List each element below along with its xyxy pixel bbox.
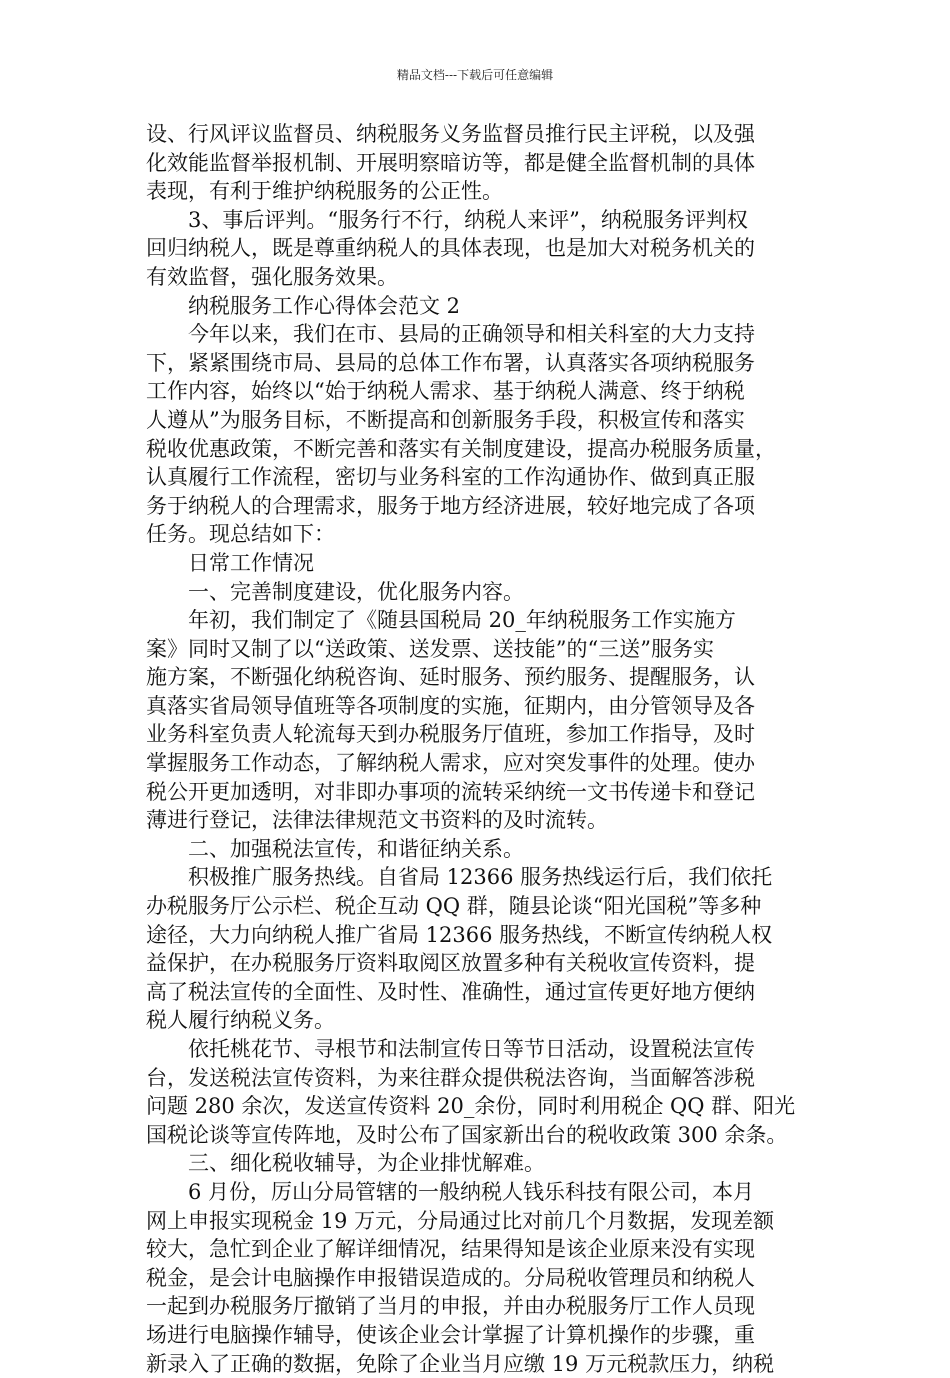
text-line: 薄进行登记，法律法律规范文书资料的及时流转。 <box>146 808 608 833</box>
text-line: 业务科室负责人轮流每天到办税服务厅值班，参加工作指导，及时 <box>146 722 755 747</box>
text-line: 网上申报实现税金 19 万元，分局通过比对前几个月数据，发现差额 <box>146 1208 775 1233</box>
text-line: 任务。现总结如下： <box>146 522 335 547</box>
text-line: 三、细化税收辅导，为企业排忧解难。 <box>188 1151 545 1176</box>
text-line: 认真履行工作流程，密切与业务科室的工作沟通协作、做到真正服 <box>146 465 755 490</box>
text-line: 日常工作情况 <box>188 550 314 575</box>
text-line: 较大，急忙到企业了解详细情况，结果得知是该企业原来没有实现 <box>146 1237 755 1262</box>
text-line: 3、事后评判。“服务行不行，纳税人来评”，纳税服务评判权 <box>188 207 748 232</box>
text-line: 工作内容，始终以“始于纳税人需求、基于纳税人满意、终于纳税 <box>146 379 745 404</box>
text-line: 下，紧紧围绕市局、县局的总体工作布署，认真落实各项纳税服务 <box>146 350 755 375</box>
text-line: 途径，大力向纳税人推广省局 12366 服务热线，不断宣传纳税人权 <box>146 922 773 947</box>
text-line: 今年以来，我们在市、县局的正确领导和相关科室的大力支持 <box>188 322 755 347</box>
text-line: 依托桃花节、寻根节和法制宣传日等节日活动，设置税法宣传 <box>188 1037 755 1061</box>
text-line: 一起到办税服务厅撤销了当月的申报，并由办税服务厅工作人员现 <box>146 1294 755 1319</box>
text-line: 台，发送税法宣传资料，为来往群众提供税法咨询，当面解答涉税 <box>146 1065 755 1090</box>
text-line: 设、行风评议监督员、纳税服务义务监督员推行民主评税，以及强 <box>146 122 755 146</box>
text-line: 问题 280 余次，发送宣传资料 20_余份，同时利用税企 QQ 群、阳光 <box>146 1094 796 1119</box>
text-line: 有效监督，强化服务效果。 <box>146 264 398 289</box>
text-line: 税金，是会计电脑操作申报错误造成的。分局税收管理员和纳税人 <box>146 1265 755 1290</box>
text-line: 高了税法宣传的全面性、及时性、准确性，通过宣传更好地方便纳 <box>146 979 755 1004</box>
text-line: 真落实省局领导值班等各项制度的实施，征期内，由分管领导及各 <box>146 693 755 718</box>
page-header: 精品文档---下载后可任意编辑 <box>396 68 554 82</box>
text-line: 掌握服务工作动态，了解纳税人需求，应对突发事件的处理。使办 <box>146 751 755 776</box>
text-line: 场进行电脑操作辅导，使该企业会计掌握了计算机操作的步骤，重 <box>146 1322 755 1347</box>
text-line: 益保护，在办税服务厅资料取阅区放置多种有关税收宣传资料，提 <box>146 951 755 976</box>
text-line: 新录入了正确的数据，免除了企业当月应缴 19 万元税款压力，纳税 <box>146 1351 775 1376</box>
text-line: 年初，我们制定了《随县国税局 20_年纳税服务工作实施方 <box>188 608 736 633</box>
text-line: 人遵从”为服务目标，不断提高和创新服务手段，积极宣传和落实 <box>146 407 745 432</box>
text-line: 化效能监督举报机制、开展明察暗访等，都是健全监督机制的具体 <box>146 150 755 175</box>
text-line: 施方案，不断强化纳税咨询、延时服务、预约服务、提醒服务，认 <box>146 665 755 690</box>
document-body <box>146 120 822 1378</box>
text-line: 积极推广服务热线。自省局 12366 服务热线运行后，我们依托 <box>188 865 773 890</box>
text-line: 税人履行纳税义务。 <box>146 1008 335 1033</box>
text-line: 6 月份，厉山分局管辖的一般纳税人钱乐科技有限公司，本月 <box>188 1179 755 1204</box>
text-line: 回归纳税人，既是尊重纳税人的具体表现，也是加大对税务机关的 <box>146 236 755 261</box>
text-line: 国税论谈等宣传阵地，及时公布了国家新出台的税收政策 300 余条。 <box>146 1122 788 1147</box>
text-line: 纳税服务工作心得体会范文 2 <box>188 293 461 318</box>
text-line: 税收优惠政策，不断完善和落实有关制度建设，提高办税服务质量， <box>146 436 776 461</box>
text-line: 务于纳税人的合理需求，服务于地方经济进展，较好地完成了各项 <box>146 493 755 518</box>
text-line: 二、加强税法宣传，和谐征纳关系。 <box>188 836 524 861</box>
text-line: 案》同时又制了以“送政策、送发票、送技能”的“三送”服务实 <box>146 636 714 661</box>
text-line: 办税服务厅公示栏、税企互动 QQ 群，随县论谈“阳光国税”等多种 <box>146 894 762 919</box>
text-line: 一、完善制度建设，优化服务内容。 <box>188 579 524 604</box>
text-line: 表现，有利于维护纳税服务的公正性。 <box>146 179 503 204</box>
text-line: 税公开更加透明，对非即办事项的流转采纳统一文书传递卡和登记 <box>146 779 755 804</box>
